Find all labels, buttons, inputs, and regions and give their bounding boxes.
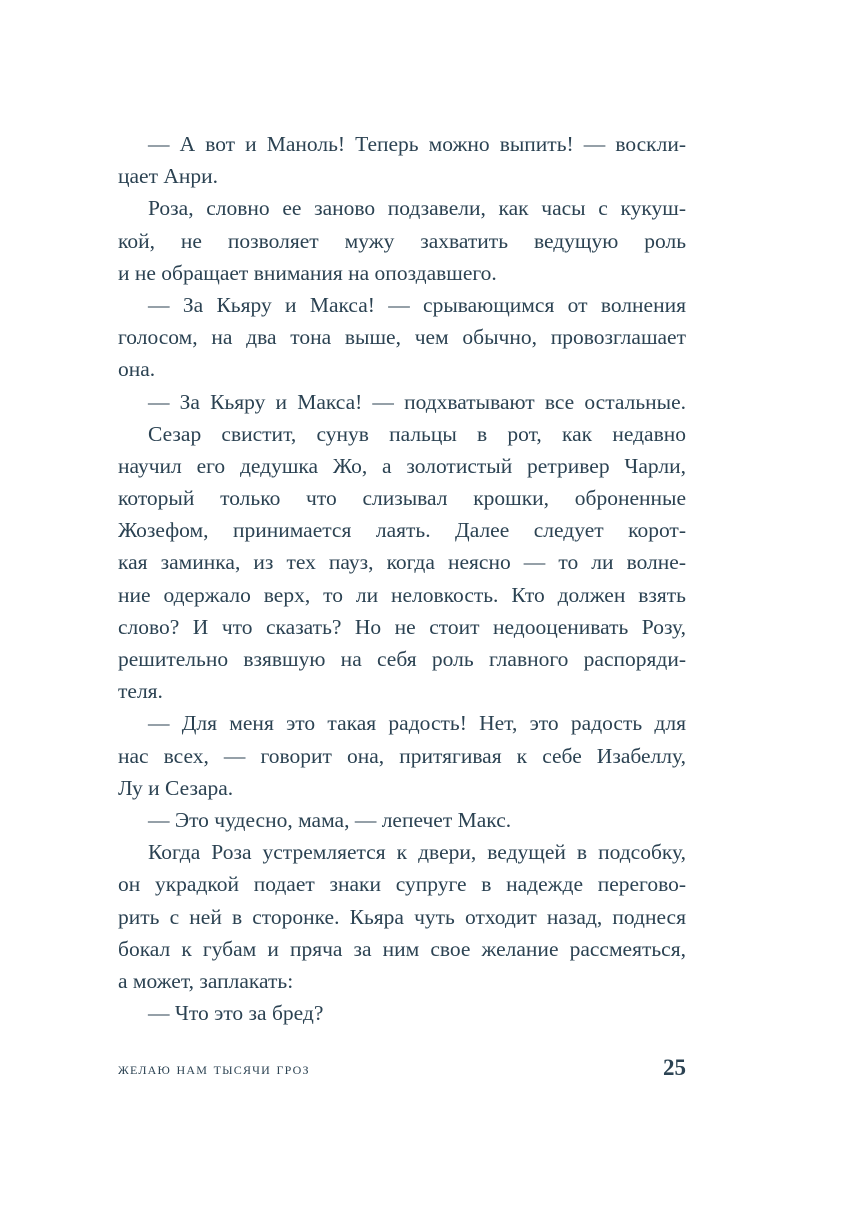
- text-line: научил его дедушка Жо, а золотистый ретривер Чарли,: [118, 453, 686, 478]
- text-line: Сезар свистит, сунув пальцы в рот, как недавно: [148, 421, 686, 446]
- text-line: который только что слизывал крошки, оброненные: [118, 486, 686, 511]
- text-line: теля.: [118, 679, 163, 704]
- text-line: рить с ней в сторонке. Кьяра чуть отходит назад, поднеся: [118, 904, 686, 929]
- text-line: — За Кьяру и Макса! — подхватывают все остальные.: [148, 389, 686, 414]
- text-line: а может, заплакать:: [118, 968, 294, 993]
- text-line: слово? И что сказать? Но не стоит недооценивать Розу,: [118, 614, 686, 639]
- text-line: голосом, на два тона выше, чем обычно, провозглашает: [118, 325, 686, 350]
- text-line: решительно взявшую на себя роль главного распоряди-: [118, 647, 686, 671]
- text-line: и не обращает внимания на опоздавшего.: [118, 260, 497, 285]
- text-line: бокал к губам и пряча за ним свое желание рассмеяться,: [118, 936, 686, 961]
- text-line: Роза, словно ее заново подзавели, как часы с кукуш-: [148, 196, 686, 221]
- running-footer-title: желаю нам тысячи гроз: [118, 1059, 310, 1078]
- text-line: — Это чудесно, мама, — лепечет Макс.: [148, 807, 512, 832]
- text-line: кой, не позволяет мужу захватить ведущую роль: [118, 228, 686, 253]
- text-line: Лу и Сезара.: [118, 775, 234, 800]
- text-line: Когда Роза устремляется к двери, ведущей в подсобку,: [148, 840, 686, 865]
- text-line: она.: [118, 357, 156, 382]
- text-line: — Для меня это такая радость! Нет, это радость для: [148, 711, 686, 736]
- text-line: нас всех, — говорит она, притягивая к себе Изабеллу,: [118, 743, 686, 768]
- text-line: ние одержало верх, то ли неловкость. Кто должен взять: [118, 582, 686, 607]
- text-line: — За Кьяру и Макса! — срывающимся от волнения: [148, 292, 686, 317]
- page-number: 25: [663, 1055, 686, 1080]
- text-line: он украдкой подает знаки супруге в надежде перегово-: [118, 872, 686, 897]
- text-line: — Что это за бред?: [148, 1001, 324, 1026]
- text-line: — А вот и Маноль! Теперь можно выпить! — воскли-: [148, 132, 686, 156]
- text-line: Жозефом, принимается лаять. Далее следует корот-: [118, 518, 686, 543]
- text-line: кая заминка, из тех пауз, когда неясно — то ли волне-: [118, 550, 686, 575]
- text-line: цает Анри.: [118, 164, 219, 189]
- page-body-text: [118, 128, 686, 1029]
